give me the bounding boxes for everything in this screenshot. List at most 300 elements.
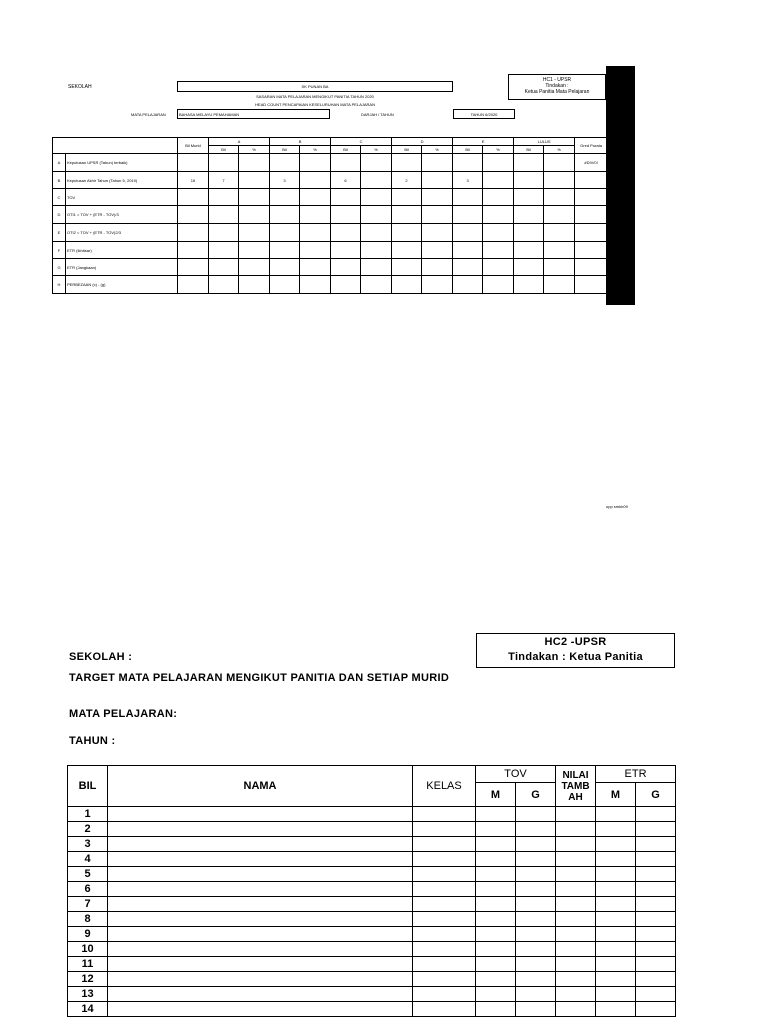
hc1-cell <box>300 154 331 172</box>
hc1-cell <box>514 189 544 206</box>
hc1-info-box <box>508 74 606 100</box>
hc2-cell-nama[interactable] <box>108 852 413 867</box>
hc2-row-number: 2 <box>68 822 108 837</box>
hc2-cell-tov-m[interactable] <box>476 837 516 852</box>
hc2-cell-tov-g[interactable] <box>516 1002 556 1017</box>
hc1-cell <box>392 154 422 172</box>
hc1-cell <box>239 154 270 172</box>
hc1-row <box>53 206 608 224</box>
hc1-cell <box>300 206 331 224</box>
hc2-cell-tov-m[interactable] <box>476 822 516 837</box>
hc1-header-grade-e: E <box>453 138 514 146</box>
hc1-cell <box>300 259 331 276</box>
hc1-cell <box>514 224 544 242</box>
hc1-cell <box>453 206 483 224</box>
hc1-cell <box>361 154 392 172</box>
hc2-cell-kelas[interactable] <box>413 822 476 837</box>
hc1-year-label: DARJAH / TAHUN <box>361 112 394 117</box>
hc2-cell-etr-m[interactable] <box>596 897 636 912</box>
hc2-student-row <box>68 987 676 1002</box>
hc1-sub-pct: % <box>544 146 575 154</box>
hc1-cell <box>331 259 361 276</box>
hc2-cell-nama[interactable] <box>108 807 413 822</box>
hc2-cell-tov-m[interactable] <box>476 927 516 942</box>
hc2-cell-etr-m[interactable] <box>596 972 636 987</box>
hc2-cell-kelas[interactable] <box>413 867 476 882</box>
hc1-header-blank <box>53 138 178 154</box>
hc1-sub-pct: % <box>483 146 514 154</box>
black-margin-bar <box>606 66 635 305</box>
hc1-header-grade-d: D <box>392 138 453 146</box>
hc1-cell <box>483 172 514 189</box>
hc1-row-code: B <box>53 172 66 189</box>
hc2-cell-tov-g[interactable] <box>516 867 556 882</box>
hc2-cell-tov-g[interactable] <box>516 942 556 957</box>
hc1-header-gred-purata: Gred Purata <box>575 138 608 154</box>
hc1-cell-bil-murid <box>178 242 209 259</box>
hc1-cell-bil-murid <box>178 276 209 294</box>
hc2-cell-etr-g[interactable] <box>636 867 676 882</box>
hc2-cell-nilai-tambah[interactable] <box>556 822 596 837</box>
hc2-cell-nama[interactable] <box>108 897 413 912</box>
hc2-cell-kelas[interactable] <box>413 882 476 897</box>
hc1-cell <box>361 172 392 189</box>
hc1-cell <box>483 206 514 224</box>
hc1-cell <box>331 189 361 206</box>
hc1-subject-label: MATA PELAJARAN <box>131 112 166 117</box>
hc1-row-label: ETR (Ikhtisar) <box>66 242 178 259</box>
hc1-row-code: H <box>53 276 66 294</box>
hc1-cell <box>514 154 544 172</box>
hc2-cell-tov-m[interactable] <box>476 867 516 882</box>
hc2-student-row <box>68 882 676 897</box>
hc1-header-grade-b: B <box>270 138 331 146</box>
hc1-cell <box>392 242 422 259</box>
hc1-school-name: SK PUNAN BA <box>301 84 329 89</box>
hc1-header-bil-murid: Bil Murid <box>178 138 209 154</box>
hc2-cell-nilai-tambah[interactable] <box>556 897 596 912</box>
hc1-cell <box>422 276 453 294</box>
hc2-cell-etr-m[interactable] <box>596 837 636 852</box>
hc1-cell <box>544 206 575 224</box>
hc2-cell-kelas[interactable] <box>413 942 476 957</box>
hc2-cell-etr-m[interactable] <box>596 882 636 897</box>
hc2-cell-nilai-tambah[interactable] <box>556 867 596 882</box>
hc1-cell <box>392 206 422 224</box>
hc2-student-row <box>68 1002 676 1017</box>
hc2-cell-etr-m[interactable] <box>596 912 636 927</box>
hc1-cell <box>422 242 453 259</box>
hc2-cell-nilai-tambah[interactable] <box>556 942 596 957</box>
hc2-student-row <box>68 942 676 957</box>
hc2-cell-kelas[interactable] <box>413 852 476 867</box>
hc1-row-label: Keputusan UPSR (Tahun) terbaik) <box>66 154 178 172</box>
hc2-student-table <box>67 765 676 1017</box>
hc1-row <box>53 224 608 242</box>
hc1-sub-bil: Bil <box>209 146 239 154</box>
hc1-cell <box>209 154 239 172</box>
hc1-table-body <box>53 154 608 294</box>
hc1-row-label: Keputusan Akhir Tahun (Tahun 5, 2019) <box>66 172 178 189</box>
hc2-cell-tov-g[interactable] <box>516 957 556 972</box>
hc1-header-grade-a: A <box>209 138 270 146</box>
hc2-header-etr-g: G <box>636 783 676 807</box>
hc1-cell <box>239 259 270 276</box>
hc2-cell-nama[interactable] <box>108 822 413 837</box>
hc2-student-row <box>68 957 676 972</box>
hc2-row-number: 4 <box>68 852 108 867</box>
hc1-cell <box>361 224 392 242</box>
hc1-cell <box>392 276 422 294</box>
hc1-title-line2: HEAD COUNT PENCAPAIAN KESELURUHAN MATA PELAJARAN <box>255 102 375 107</box>
hc1-sub-bil: Bil <box>331 146 361 154</box>
hc2-cell-nama[interactable] <box>108 942 413 957</box>
hc2-cell-tov-g[interactable] <box>516 972 556 987</box>
hc1-cell <box>270 259 300 276</box>
hc2-cell-tov-m[interactable] <box>476 852 516 867</box>
hc2-cell-tov-m[interactable] <box>476 957 516 972</box>
hc2-cell-tov-g[interactable] <box>516 987 556 1002</box>
hc2-cell-nama[interactable] <box>108 1002 413 1017</box>
hc1-cell <box>422 206 453 224</box>
hc2-cell-etr-m[interactable] <box>596 822 636 837</box>
hc1-cell <box>331 154 361 172</box>
hc1-row-code: C <box>53 189 66 206</box>
hc1-sub-pct: % <box>239 146 270 154</box>
hc1-row-code: G <box>53 259 66 276</box>
hc2-header-bil: BIL <box>68 766 108 807</box>
hc2-cell-etr-m[interactable] <box>596 807 636 822</box>
hc1-cell <box>483 224 514 242</box>
hc2-header-row-1 <box>68 766 676 783</box>
hc1-cell <box>392 189 422 206</box>
hc1-cell <box>361 189 392 206</box>
hc2-header-tov: TOV <box>476 766 556 783</box>
hc2-cell-etr-g[interactable] <box>636 897 676 912</box>
hc1-cell-gred-purata <box>575 259 608 276</box>
hc2-cell-nilai-tambah[interactable] <box>556 912 596 927</box>
hc1-sub-bil: Bil <box>392 146 422 154</box>
hc2-cell-tov-m[interactable] <box>476 897 516 912</box>
hc1-cell <box>270 242 300 259</box>
hc1-year-field <box>453 109 515 119</box>
hc2-student-row <box>68 807 676 822</box>
hc1-row-label: OTI1 = TOV + (ETR - TOV)/3 <box>66 206 178 224</box>
hc1-cell <box>239 242 270 259</box>
hc1-cell-bil-murid <box>178 154 209 172</box>
hc2-header-tov-m: M <box>476 783 516 807</box>
hc2-row-number: 6 <box>68 882 108 897</box>
hc2-box-action: Tindakan : Ketua Panitia <box>508 651 643 663</box>
hc1-cell <box>361 276 392 294</box>
hc2-cell-etr-m[interactable] <box>596 1002 636 1017</box>
hc2-student-row <box>68 852 676 867</box>
hc1-cell <box>392 224 422 242</box>
hc1-cell: 6 <box>331 172 361 189</box>
hc2-cell-nilai-tambah[interactable] <box>556 837 596 852</box>
hc1-cell <box>209 189 239 206</box>
hc1-cell-bil-murid <box>178 259 209 276</box>
hc2-cell-etr-g[interactable] <box>636 957 676 972</box>
hc2-cell-kelas[interactable] <box>413 897 476 912</box>
hc1-cell <box>209 242 239 259</box>
hc1-cell <box>544 259 575 276</box>
hc2-cell-kelas[interactable] <box>413 837 476 852</box>
hc1-cell <box>239 189 270 206</box>
hc2-info-box <box>476 633 675 668</box>
hc1-row <box>53 259 608 276</box>
hc2-cell-kelas[interactable] <box>413 927 476 942</box>
hc1-row <box>53 154 608 172</box>
hc1-cell <box>544 189 575 206</box>
hc2-cell-etr-g[interactable] <box>636 1002 676 1017</box>
hc1-cell <box>270 224 300 242</box>
hc1-cell <box>514 172 544 189</box>
hc2-cell-nama[interactable] <box>108 912 413 927</box>
hc2-cell-etr-m[interactable] <box>596 957 636 972</box>
hc1-headcount-table <box>52 137 608 294</box>
hc2-header-nilai-tambah: NILAI TAMB AH <box>556 766 596 807</box>
hc2-cell-kelas[interactable] <box>413 987 476 1002</box>
hc2-cell-etr-g[interactable] <box>636 927 676 942</box>
hc2-cell-nilai-tambah[interactable] <box>556 972 596 987</box>
hc1-row <box>53 276 608 294</box>
hc1-header-row-grades <box>53 138 608 146</box>
hc2-cell-tov-m[interactable] <box>476 807 516 822</box>
hc2-cell-tov-m[interactable] <box>476 942 516 957</box>
hc2-cell-nama[interactable] <box>108 837 413 852</box>
hc1-cell <box>239 224 270 242</box>
hc2-cell-etr-m[interactable] <box>596 942 636 957</box>
hc2-cell-nilai-tambah[interactable] <box>556 987 596 1002</box>
hc2-cell-nilai-tambah[interactable] <box>556 1002 596 1017</box>
hc2-cell-tov-m[interactable] <box>476 912 516 927</box>
hc1-row-code: F <box>53 242 66 259</box>
hc2-cell-etr-g[interactable] <box>636 822 676 837</box>
hc2-cell-etr-g[interactable] <box>636 837 676 852</box>
hc1-cell <box>544 276 575 294</box>
hc2-row-number: 9 <box>68 927 108 942</box>
hc2-subject-label: MATA PELAJARAN: <box>69 708 178 720</box>
hc2-cell-kelas[interactable] <box>413 957 476 972</box>
hc1-cell <box>209 276 239 294</box>
hc2-cell-tov-m[interactable] <box>476 1002 516 1017</box>
hc1-cell-gred-purata <box>575 242 608 259</box>
hc2-cell-nama[interactable] <box>108 882 413 897</box>
hc1-cell <box>422 224 453 242</box>
hc2-cell-kelas[interactable] <box>413 807 476 822</box>
hc1-sub-bil: Bil <box>453 146 483 154</box>
hc1-cell <box>270 206 300 224</box>
hc2-cell-etr-g[interactable] <box>636 882 676 897</box>
hc1-cell <box>331 206 361 224</box>
hc2-cell-tov-g[interactable] <box>516 852 556 867</box>
hc1-cell <box>331 224 361 242</box>
hc2-cell-nama[interactable] <box>108 927 413 942</box>
hc2-student-row <box>68 822 676 837</box>
hc1-cell <box>514 242 544 259</box>
hc2-cell-etr-m[interactable] <box>596 987 636 1002</box>
hc1-row-label: TOV <box>66 189 178 206</box>
hc1-cell <box>300 224 331 242</box>
hc1-cell <box>483 242 514 259</box>
hc2-student-row <box>68 927 676 942</box>
hc1-box-action: Tindakan : <box>545 83 569 89</box>
hc1-cell <box>453 242 483 259</box>
hc2-cell-etr-g[interactable] <box>636 972 676 987</box>
hc1-cell <box>300 189 331 206</box>
hc1-cell <box>300 172 331 189</box>
hc1-cell <box>453 189 483 206</box>
hc2-header-nama: NAMA <box>108 766 413 807</box>
hc2-cell-etr-g[interactable] <box>636 942 676 957</box>
hc2-cell-tov-g[interactable] <box>516 897 556 912</box>
hc2-cell-tov-m[interactable] <box>476 972 516 987</box>
hc2-row-number: 8 <box>68 912 108 927</box>
hc1-cell <box>422 189 453 206</box>
hc2-row-number: 1 <box>68 807 108 822</box>
hc2-cell-kelas[interactable] <box>413 972 476 987</box>
hc1-cell: 3 <box>453 172 483 189</box>
hc1-title-line1: SASARAN MATA PELAJARAN MENGIKUT PANITIA TAHUN 2020 <box>256 94 374 99</box>
hc1-subject-field <box>177 109 330 119</box>
hc2-student-row <box>68 837 676 852</box>
hc1-cell <box>209 224 239 242</box>
hc2-cell-nilai-tambah[interactable] <box>556 852 596 867</box>
hc2-header-etr: ETR <box>596 766 676 783</box>
hc2-cell-etr-m[interactable] <box>596 927 636 942</box>
hc1-row-label: PERBEZAAN (c) - (g) <box>66 276 178 294</box>
hc1-cell <box>270 154 300 172</box>
hc2-cell-tov-g[interactable] <box>516 912 556 927</box>
hc1-cell-gred-purata <box>575 224 608 242</box>
hc1-cell <box>270 189 300 206</box>
hc2-cell-tov-g[interactable] <box>516 822 556 837</box>
hc2-cell-nama[interactable] <box>108 987 413 1002</box>
hc1-cell-bil-murid <box>178 206 209 224</box>
hc1-sub-pct: % <box>300 146 331 154</box>
hc2-cell-nilai-tambah[interactable] <box>556 807 596 822</box>
hc2-cell-etr-m[interactable] <box>596 867 636 882</box>
hc2-cell-tov-g[interactable] <box>516 837 556 852</box>
hc1-header-lulus: LULUS <box>514 138 575 146</box>
hc1-row <box>53 189 608 206</box>
hc1-cell <box>544 224 575 242</box>
hc1-cell-bil-murid: 16 <box>178 172 209 189</box>
hc2-cell-etr-g[interactable] <box>636 852 676 867</box>
hc2-cell-nama[interactable] <box>108 867 413 882</box>
hc2-header-tov-g: G <box>516 783 556 807</box>
hc1-cell <box>514 259 544 276</box>
hc1-sub-bil: Bil <box>270 146 300 154</box>
hc2-cell-kelas[interactable] <box>413 912 476 927</box>
hc1-cell <box>483 276 514 294</box>
hc2-cell-nilai-tambah[interactable] <box>556 957 596 972</box>
hc2-header-kelas: KELAS <box>413 766 476 807</box>
hc2-cell-etr-g[interactable] <box>636 912 676 927</box>
hc2-cell-etr-g[interactable] <box>636 807 676 822</box>
hc2-cell-tov-g[interactable] <box>516 927 556 942</box>
hc1-cell <box>239 206 270 224</box>
hc1-row <box>53 242 608 259</box>
hc1-cell <box>361 242 392 259</box>
hc1-row-code: A <box>53 154 66 172</box>
hc2-cell-nilai-tambah[interactable] <box>556 927 596 942</box>
hc1-box-title: HC1 - UPSR <box>542 77 572 83</box>
hc1-cell <box>300 276 331 294</box>
hc1-cell: 3 <box>270 172 300 189</box>
hc2-student-row <box>68 912 676 927</box>
hc1-row-label: OTI2 = TOV + (ETR - TOV)2/3 <box>66 224 178 242</box>
hc2-row-number: 5 <box>68 867 108 882</box>
hc2-cell-tov-m[interactable] <box>476 987 516 1002</box>
hc2-cell-nilai-tambah[interactable] <box>556 882 596 897</box>
hc2-row-number: 13 <box>68 987 108 1002</box>
hc1-cell <box>331 242 361 259</box>
hc1-cell <box>270 276 300 294</box>
hc2-year-label: TAHUN : <box>69 735 116 747</box>
hc2-cell-tov-g[interactable] <box>516 882 556 897</box>
hc1-row-label: ETR (Jangkaan) <box>66 259 178 276</box>
hc1-cell-gred-purata <box>575 189 608 206</box>
hc2-row-number: 11 <box>68 957 108 972</box>
hc1-cell <box>453 154 483 172</box>
hc1-cell <box>422 154 453 172</box>
hc1-cell <box>514 276 544 294</box>
hc1-cell <box>392 259 422 276</box>
hc1-sub-pct: % <box>361 146 392 154</box>
hc2-student-row <box>68 867 676 882</box>
hc1-cell-bil-murid <box>178 224 209 242</box>
hc2-row-number: 3 <box>68 837 108 852</box>
hc1-cell: 2 <box>392 172 422 189</box>
hc2-cell-etr-m[interactable] <box>596 852 636 867</box>
hc2-row-number: 14 <box>68 1002 108 1017</box>
hc2-cell-etr-g[interactable] <box>636 987 676 1002</box>
hc1-cell-gred-purata <box>575 276 608 294</box>
hc1-cell <box>453 224 483 242</box>
hc1-cell <box>239 172 270 189</box>
hc1-cell <box>483 154 514 172</box>
hc2-cell-nama[interactable] <box>108 972 413 987</box>
hc1-sekolah-label: SEKOLAH <box>68 84 92 90</box>
hc1-sub-pct: % <box>422 146 453 154</box>
hc2-cell-tov-m[interactable] <box>476 882 516 897</box>
hc1-cell <box>544 172 575 189</box>
hc2-header-etr-m: M <box>596 783 636 807</box>
hc1-cell <box>453 259 483 276</box>
hc2-student-row <box>68 897 676 912</box>
hc2-student-row <box>68 972 676 987</box>
hc1-cell <box>239 276 270 294</box>
hc2-cell-nama[interactable] <box>108 957 413 972</box>
hc1-cell <box>361 259 392 276</box>
hc1-cell <box>209 206 239 224</box>
hc2-cell-kelas[interactable] <box>413 1002 476 1017</box>
hc1-cell-gred-purata <box>575 172 608 189</box>
hc1-cell <box>483 259 514 276</box>
hc1-cell-bil-murid <box>178 189 209 206</box>
hc2-row-number: 10 <box>68 942 108 957</box>
hc2-cell-tov-g[interactable] <box>516 807 556 822</box>
hc1-cell <box>300 242 331 259</box>
hc1-subject-value: BAHASA MELAYU PEMAHAMAN <box>179 112 240 117</box>
hc1-cell <box>453 276 483 294</box>
hc2-box-title: HC2 -UPSR <box>544 636 607 648</box>
hc2-target-title: TARGET MATA PELAJARAN MENGIKUT PANITIA DAN SETIAP MURID <box>69 672 450 684</box>
hc1-box-actor: Ketua Panitia Mata Pelajaran <box>524 89 590 95</box>
hc1-cell <box>514 206 544 224</box>
